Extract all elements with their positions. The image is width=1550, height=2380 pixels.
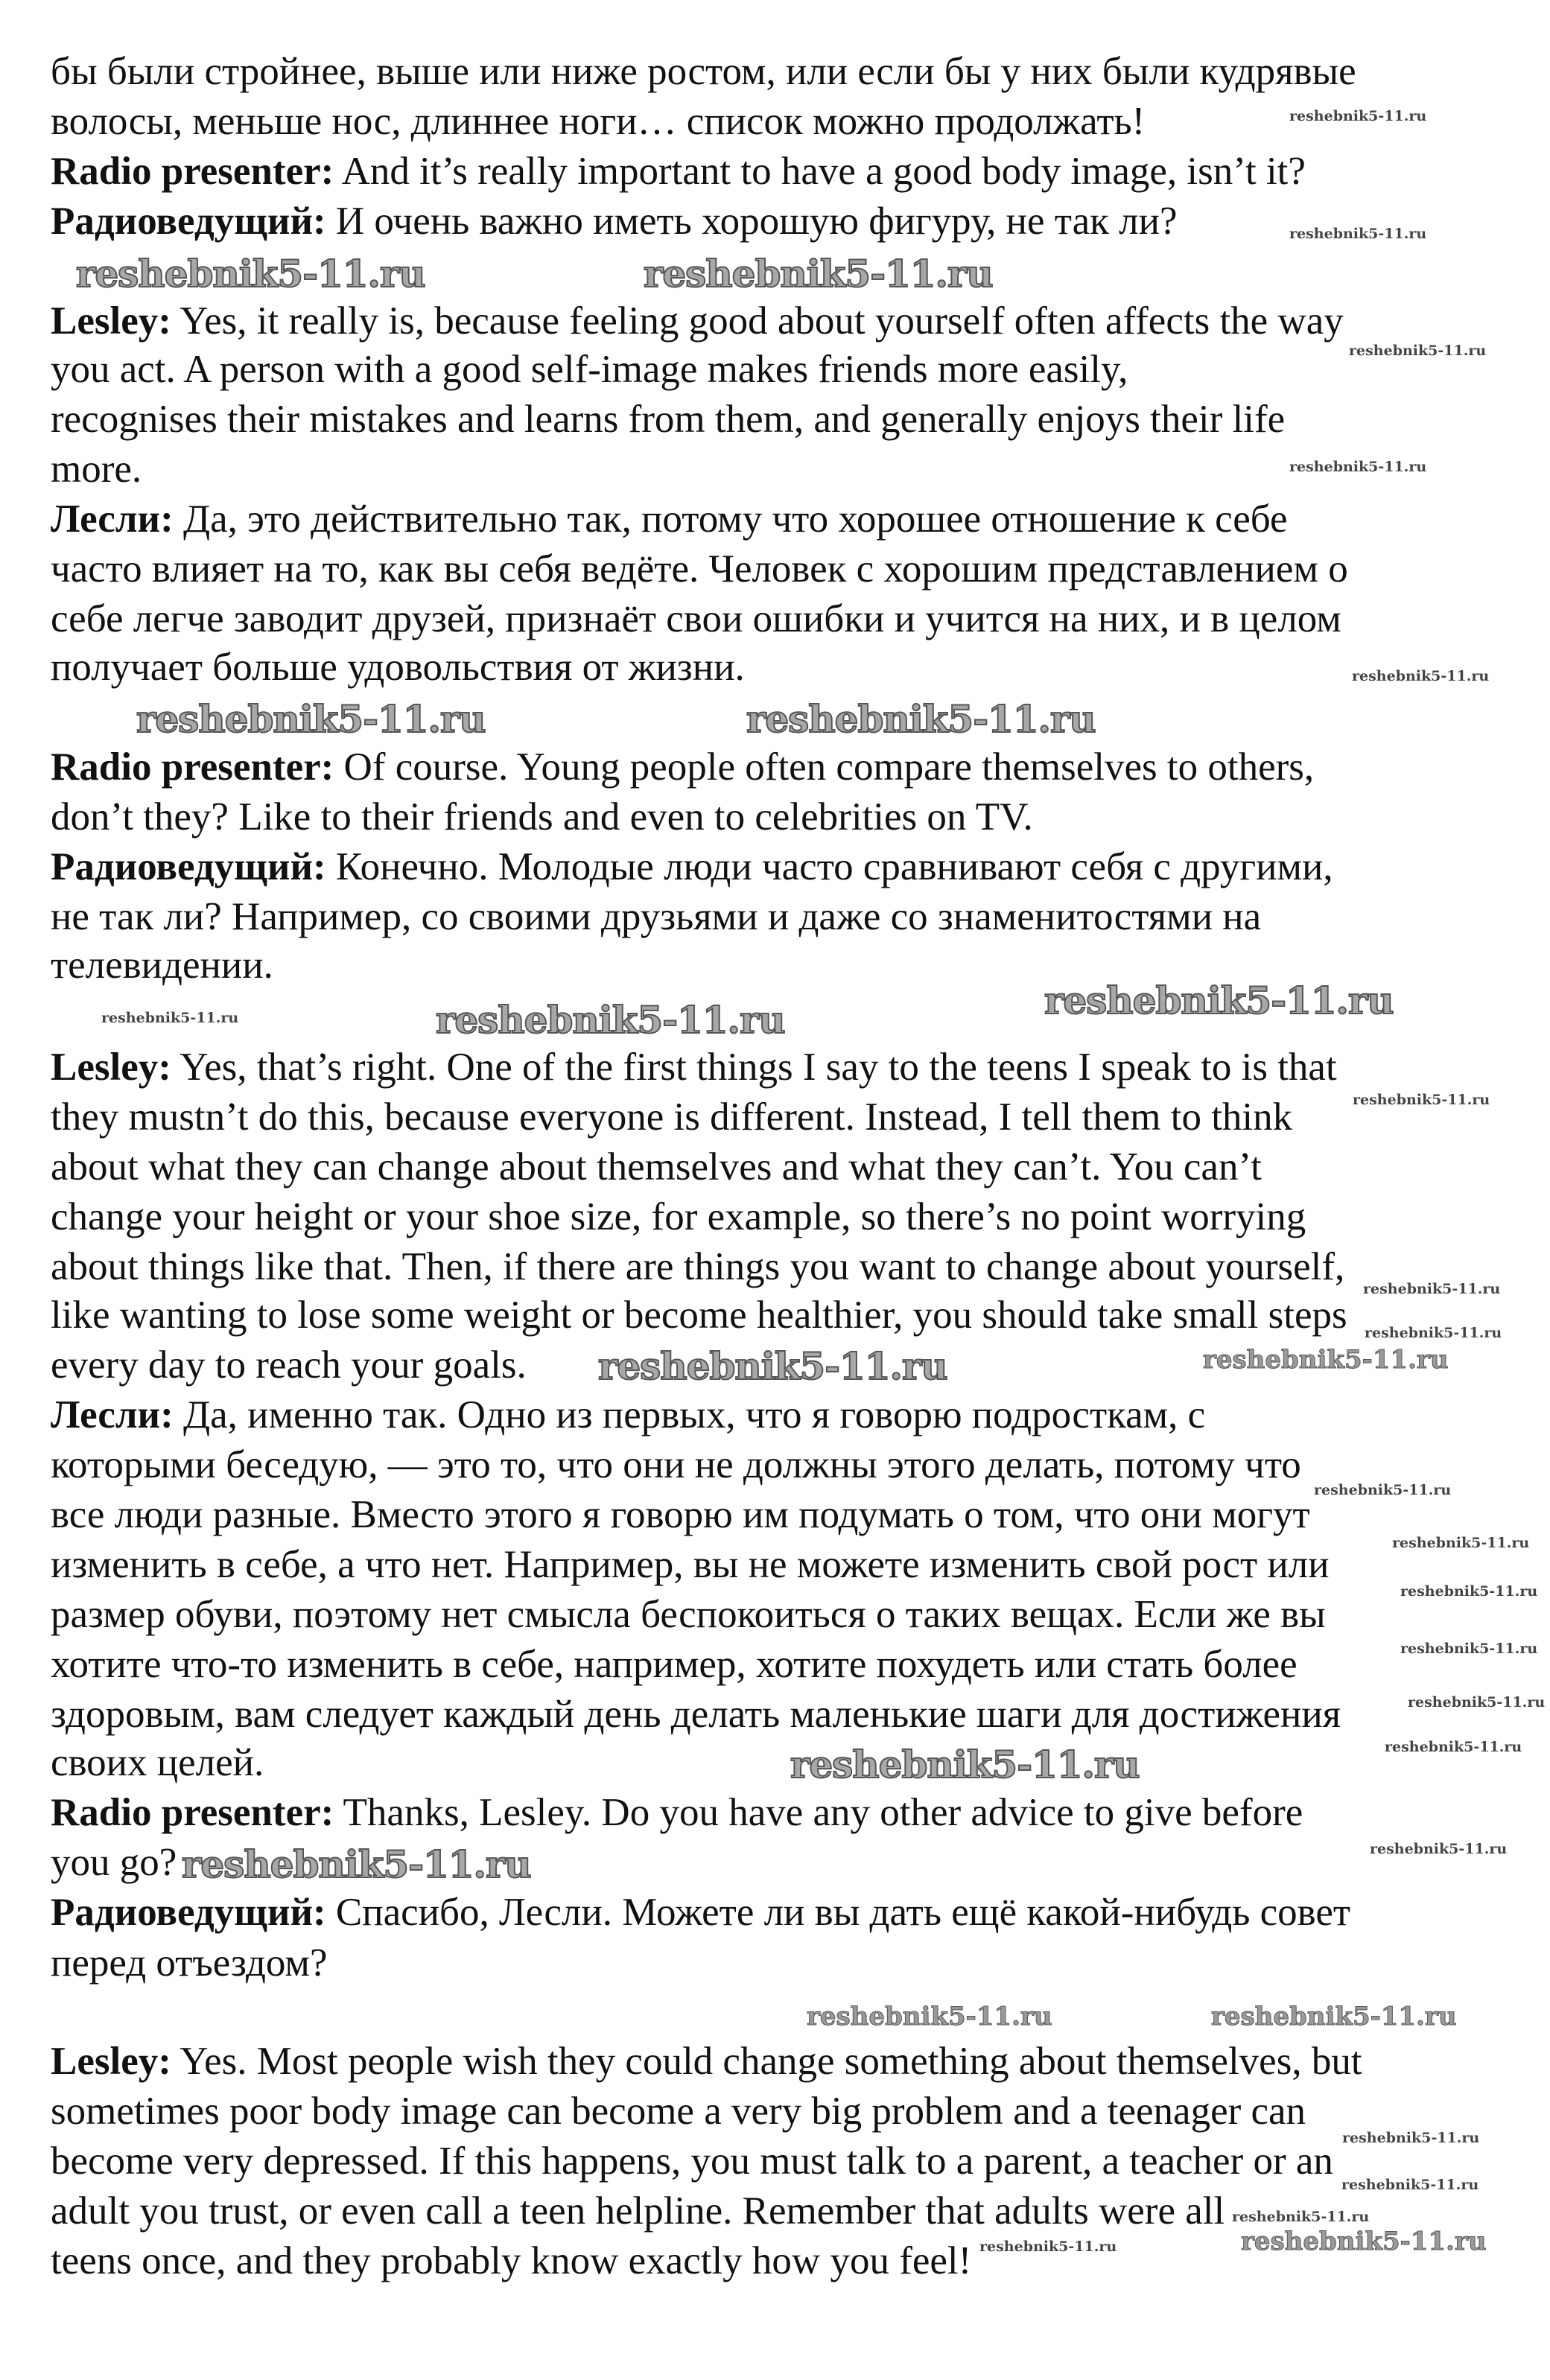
text-line — [51, 198, 1177, 244]
line-text: like wanting to lose some weight or become healthier, you should take small steps — [51, 1294, 1347, 1337]
watermark: reshebnik5-11.ru — [1400, 1583, 1538, 1600]
line-text: become very depressed. If this happens, you must talk to a parent, a teacher or an — [51, 2139, 1333, 2183]
text-line — [51, 1292, 1347, 1338]
line-text: adult you trust, or even call a teen helpline. Remember that adults were all — [51, 2189, 1225, 2233]
watermark: reshebnik5-11.ru — [1314, 1482, 1452, 1498]
text-line — [51, 2138, 1333, 2184]
line-text: about things like that. Then, if there are things you want to change about yourself, — [51, 1245, 1345, 1288]
watermark: reshebnik5-11.ru — [1341, 2177, 1479, 2193]
text-line — [51, 1392, 1205, 1438]
line-text: хотите что-то изменить в себе, например, хотите похудеть или стать более — [51, 1643, 1298, 1686]
line-text: здоровым, вам следует каждый день делать маленькие шаги для достижения — [51, 1693, 1341, 1736]
text-line — [51, 1492, 1310, 1538]
text-line — [51, 1144, 1262, 1190]
line-text: Да, это действительно так, потому что хорошее отношение к себе — [173, 497, 1288, 541]
text-line — [51, 48, 1356, 95]
watermark: reshebnik5-11.ru — [182, 1842, 531, 1886]
watermark: reshebnik5-11.ru — [76, 252, 425, 296]
text-line — [51, 596, 1341, 642]
text-line — [51, 2088, 1306, 2134]
text-line — [51, 1194, 1306, 1240]
text-line — [51, 2238, 971, 2284]
text-line — [51, 644, 745, 690]
watermark: reshebnik5-11.ru — [1342, 2130, 1480, 2146]
speaker-label: Lesley: — [51, 299, 171, 343]
text-line — [51, 1541, 1330, 1588]
text-line — [51, 2188, 1225, 2234]
line-text: которыми беседую, — это то, что они не должны этого делать, потому что — [51, 1443, 1301, 1486]
line-text: Yes, that’s right. One of the first things I say to the teens I speak to is that — [171, 1046, 1337, 1089]
text-line — [51, 1591, 1326, 1638]
text-line — [51, 844, 1333, 890]
line-text: бы были стройнее, выше или ниже ростом, или если бы у них были кудрявые — [51, 50, 1356, 93]
text-line — [51, 794, 1033, 840]
text-line — [51, 1044, 1337, 1090]
watermark: reshebnik5-11.ru — [1241, 2227, 1487, 2256]
watermark: reshebnik5-11.ru — [1400, 1641, 1538, 1657]
text-line — [51, 1789, 1303, 1836]
line-text: Да, именно так. Одно из первых, что я говорю подросткам, с — [173, 1393, 1206, 1436]
line-text: все люди разные. Вместо этого я говорю им подумать о том, что они могут — [51, 1493, 1310, 1536]
text-line — [51, 942, 273, 988]
speaker-label: Лесли: — [51, 497, 174, 541]
watermark: reshebnik5-11.ru — [1353, 1092, 1490, 1108]
watermark: reshebnik5-11.ru — [1385, 1739, 1522, 1755]
watermark: reshebnik5-11.ru — [1392, 1535, 1530, 1551]
speaker-label: Radio presenter: — [51, 150, 334, 193]
watermark: reshebnik5-11.ru — [101, 1010, 239, 1026]
line-text: Конечно. Молодые люди часто сравнивают себя с другими, — [325, 845, 1333, 888]
line-text: перед отъездом? — [51, 1941, 328, 1985]
line-text: Yes. Most people wish they could change something about themselves, but — [171, 2040, 1362, 2083]
speaker-label: Радиоведущий: — [51, 845, 326, 888]
text-line — [51, 346, 1128, 392]
watermark: reshebnik5-11.ru — [1365, 1325, 1502, 1341]
text-line — [51, 446, 142, 492]
watermark: reshebnik5-11.ru — [1044, 979, 1394, 1022]
line-text: телевидении. — [51, 944, 273, 987]
line-text: часто влияет на то, как вы себя ведёте. Человек с хорошим представлением о — [51, 547, 1348, 591]
line-text: получает больше удовольствия от жизни. — [51, 646, 745, 689]
line-text: не так ли? Например, со своими друзьями и даже со знаменитостями на — [51, 895, 1262, 938]
watermark: reshebnik5-11.ru — [644, 252, 993, 296]
line-text: you go? — [51, 1841, 177, 1884]
text-line — [51, 744, 1314, 790]
line-text: И очень важно иметь хорошую фигуру, не так ли? — [325, 200, 1178, 243]
line-text: every day to reach your goals. — [51, 1343, 527, 1387]
text-line — [51, 1442, 1301, 1488]
watermark: reshebnik5-11.ru — [1289, 459, 1427, 475]
speaker-label: Лесли: — [51, 1393, 174, 1436]
text-line — [51, 148, 1306, 194]
watermark: reshebnik5-11.ru — [790, 1743, 1140, 1786]
line-text: волосы, меньше нос, длиннее ноги… список можно продолжать! — [51, 100, 1146, 143]
text-line — [51, 1094, 1292, 1140]
line-text: Thanks, Lesley. Do you have any other advice to give before — [334, 1791, 1303, 1834]
watermark: reshebnik5-11.ru — [746, 697, 1096, 741]
watermark: reshebnik5-11.ru — [1370, 1841, 1508, 1857]
line-text: about what they can change about themselves and what they can’t. You can’t — [51, 1145, 1262, 1189]
text-line — [51, 496, 1288, 542]
text-line — [51, 298, 1344, 344]
text-line — [51, 396, 1285, 442]
text-line — [51, 1839, 177, 1886]
watermark: reshebnik5-11.ru — [1203, 1345, 1449, 1375]
text-line — [51, 1740, 264, 1786]
line-text: своих целей. — [51, 1741, 264, 1784]
speaker-label: Радиоведущий: — [51, 1891, 326, 1934]
text-line — [51, 546, 1348, 592]
text-line — [51, 1889, 1350, 1935]
speaker-label: Radio presenter: — [51, 745, 334, 789]
line-text: you act. A person with a good self-image makes friends more easily, — [51, 348, 1128, 391]
line-text: изменить в себе, а что нет. Например, вы не можете изменить свой рост или — [51, 1543, 1330, 1586]
watermark: reshebnik5-11.ru — [807, 2002, 1052, 2031]
line-text: себе легче заводит друзей, признаёт свои ошибки и учится на них, и в целом — [51, 597, 1341, 640]
text-line — [51, 894, 1261, 940]
watermark: reshebnik5-11.ru — [1232, 2209, 1370, 2225]
text-line — [51, 98, 1145, 144]
watermark: reshebnik5-11.ru — [436, 998, 785, 1042]
line-text: they mustn’t do this, because everyone is different. Instead, I tell them to think — [51, 1095, 1293, 1139]
line-text: And it’s really important to have a good body image, isn’t it? — [334, 150, 1306, 193]
text-line — [51, 1641, 1298, 1687]
watermark: reshebnik5-11.ru — [979, 2239, 1117, 2255]
watermark: reshebnik5-11.ru — [1289, 108, 1427, 124]
watermark: reshebnik5-11.ru — [1408, 1694, 1546, 1711]
line-text: Of course. Young people often compare themselves to others, — [334, 745, 1315, 789]
line-text: teens once, and they probably know exactly how you feel! — [51, 2239, 972, 2282]
line-text: don’t they? Like to their friends and even to celebrities on TV. — [51, 795, 1033, 839]
text-line — [51, 1691, 1341, 1737]
line-text: Yes, it really is, because feeling good about yourself often affects the way — [171, 299, 1344, 343]
speaker-label: Lesley: — [51, 2040, 171, 2083]
watermark: reshebnik5-11.ru — [1349, 343, 1487, 359]
text-line — [51, 1940, 327, 1986]
watermark: reshebnik5-11.ru — [1363, 1281, 1501, 1297]
speaker-label: Радиоведущий: — [51, 200, 326, 243]
line-text: размер обуви, поэтому нет смысла беспокоиться о таких вещах. Если же вы — [51, 1593, 1326, 1636]
watermark: reshebnik5-11.ru — [1352, 668, 1490, 684]
speaker-label: Radio presenter: — [51, 1791, 334, 1834]
line-text: change your height or your shoe size, for example, so there’s no point worrying — [51, 1195, 1306, 1238]
text-line — [51, 1342, 527, 1388]
line-text: recognises their mistakes and learns from them, and generally enjoys their life — [51, 398, 1286, 441]
text-line — [51, 2038, 1362, 2084]
line-text: Спасибо, Лесли. Можете ли вы дать ещё какой-нибудь совет — [325, 1891, 1351, 1934]
watermark: reshebnik5-11.ru — [1211, 2002, 1457, 2031]
text-line — [51, 1244, 1344, 1290]
line-text: sometimes poor body image can become a very big problem and a teenager can — [51, 2090, 1306, 2133]
watermark: reshebnik5-11.ru — [1289, 226, 1427, 242]
watermark: reshebnik5-11.ru — [598, 1344, 947, 1388]
speaker-label: Lesley: — [51, 1046, 171, 1089]
watermark: reshebnik5-11.ru — [136, 697, 486, 741]
line-text: more. — [51, 448, 142, 491]
